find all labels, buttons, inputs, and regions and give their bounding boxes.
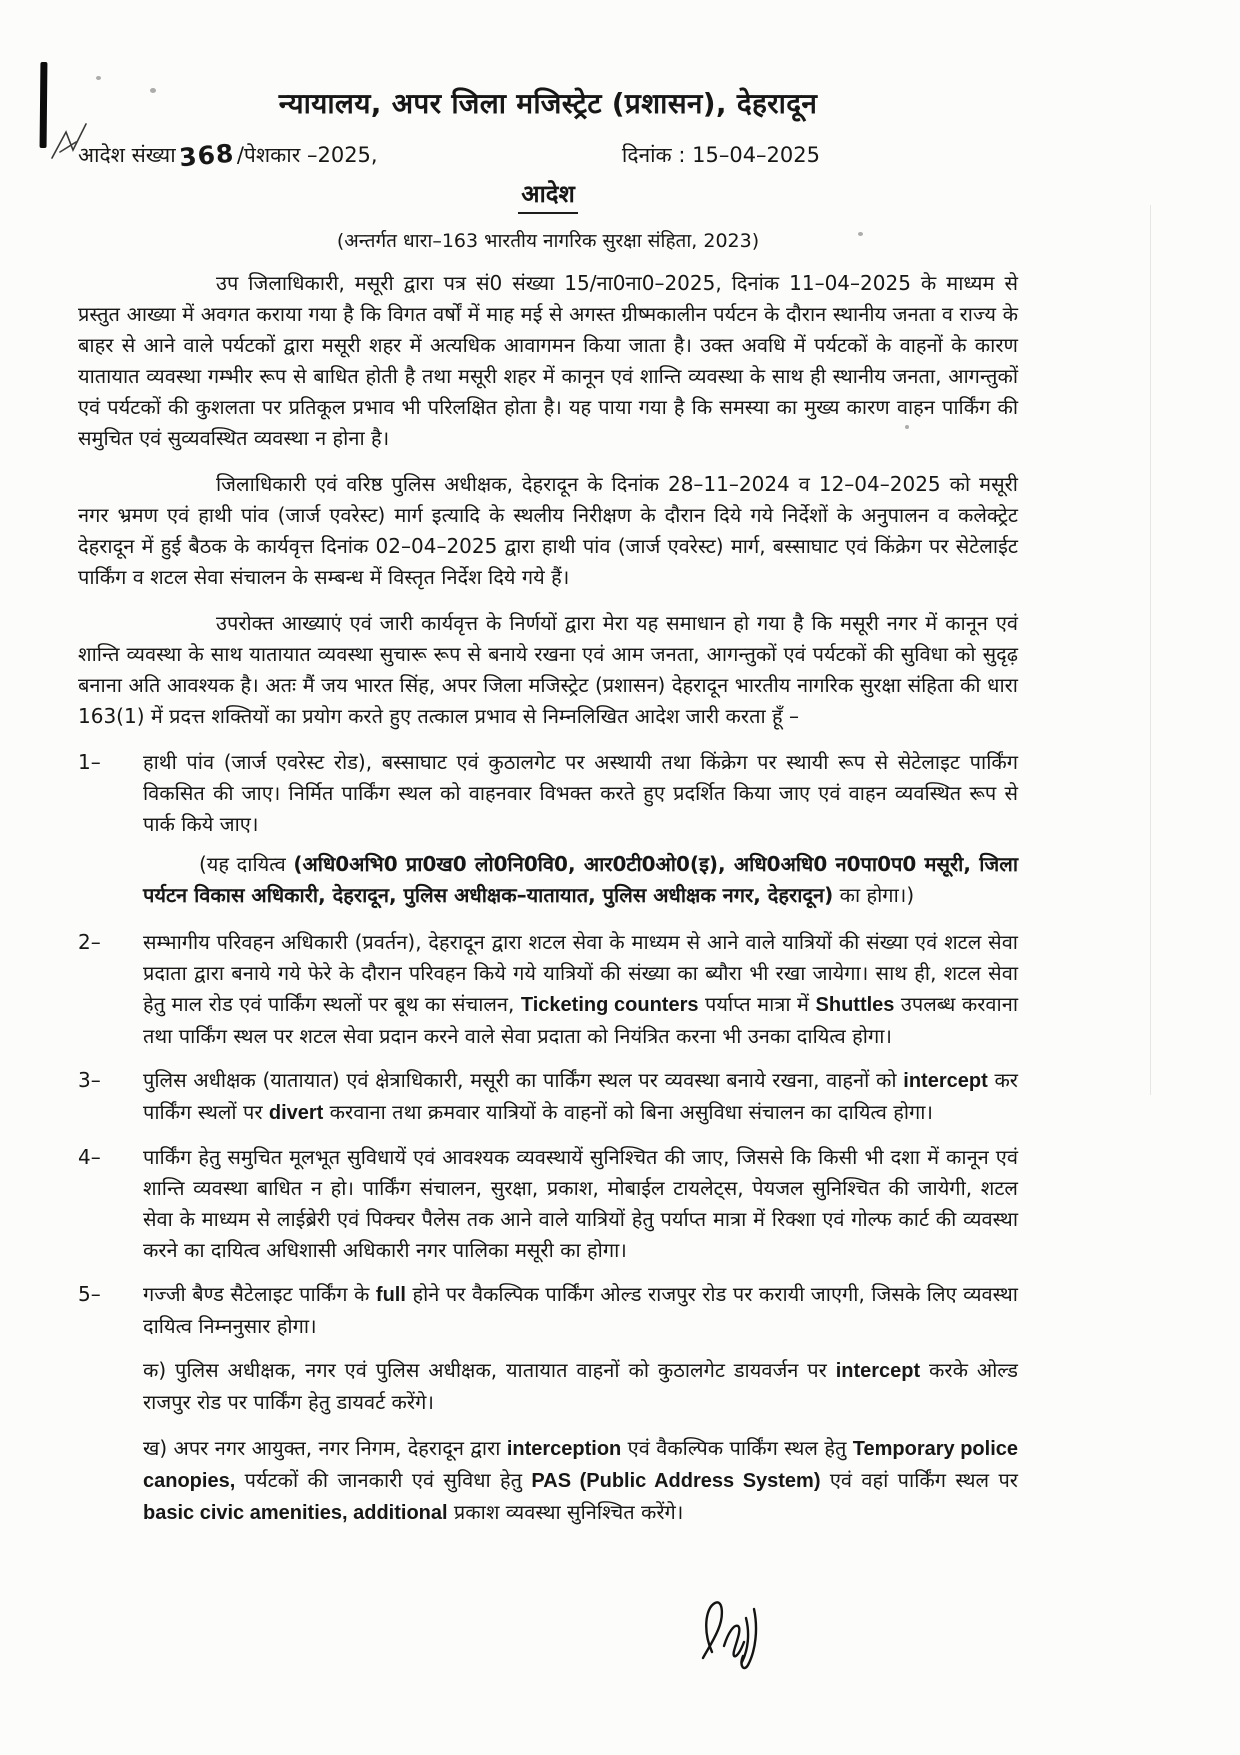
item-1-responsibility-note <box>143 849 1018 911</box>
text-run: कर पार्किंग स्थलों पर <box>143 1068 1018 1124</box>
signature-mark <box>688 1592 798 1677</box>
scan-crease-line <box>1150 205 1151 1095</box>
text-run: पार्किंग हेतु समुचित मूलभूत सुविधायें एवं आवश्यक व्यवस्थायें सुनिश्चित की जाए, जिससे कि किसी भी दशा में कानून एवं शान्ति व्यवस्था बाधित न हो। पार्किंग संचालन, सुरक्षा, प्रकाश, मोबाईल टायलेट्स, पेयजल सुनिश्चित की जायेगी, शटल सेवा के माध्यम से लाईब्रेरी एवं पिक्चर पैलेस तक आने वाले यात्रियों हेतु पर्याप्त मात्रा में रिक्शा एवं गोल्फ कार्ट की व्यवस्था करने का दायित्व अधिशासी अधिकारी नगर पालिका मसूरी का होगा। <box>143 1145 1018 1262</box>
order-body <box>78 268 1018 1529</box>
pen-scribble-icon <box>46 118 106 166</box>
order-item-1 <box>78 747 1018 840</box>
item-number: 1– <box>78 750 101 774</box>
text-run-latin: interception <box>506 1438 622 1460</box>
text-run: (यह दायित्व <box>199 852 294 876</box>
text-run: गज्जी बैण्ड सैटेलाइट पार्किंग के <box>143 1282 376 1306</box>
text-run: हाथी पांव (जार्ज एवरेस्ट रोड), बस्साघाट एवं कुठालगेट पर अस्थायी तथा किंक्रेग पर स्थायी रूप से सेटेलाइट पार्किंग विकसित की जाए। निर्मित पार्किंग स्थल को वाहनवार विभक्त करते हुए प्रदर्शित किया जाए एवं वाहन व्यवस्थित रूप से पार्क किये जाए। <box>143 750 1018 836</box>
order-heading: आदेश <box>518 177 578 214</box>
text-run-latin: Shuttles <box>815 994 895 1016</box>
text-run: सम्भागीय परिवहन अधिकारी (प्रवर्तन), देहरादून द्वारा शटल सेवा के माध्यम से आने वाले यात्रियों की संख्या एवं शटल सेवा प्रदाता द्वारा बनाये गये फेरे के दौरान परिवहन किये गये यात्रियों की संख्या का ब्यौरा भी रखा जायेगा। साथ ही, शटल सेवा हेतु माल रोड एवं पार्किंग स्थलों पर बूथ का संचालन, <box>143 930 1018 1016</box>
scan-speck <box>858 232 863 236</box>
subitem-kha <box>143 1433 1018 1529</box>
scan-speck <box>150 88 156 93</box>
text-run-latin: full <box>375 1284 406 1306</box>
text-run: करके ओल्ड राजपुर रोड पर पार्किंग हेतु डायवर्ट करेंगे। <box>143 1358 1019 1414</box>
order-number <box>78 138 378 173</box>
paragraph-2: जिलाधिकारी एवं वरिष्ठ पुलिस अधीक्षक, देहरादून के दिनांक 28–11–2024 व 12–04–2025 को मसूरी नगर भ्रमण एवं हाथी पांव (जार्ज एवरेस्ट) मार्ग इत्यादि के स्थलीय निरीक्षण के दौरान दिये गये निर्देशों के अनुपालन व कलेक्ट्रेट देहरादून में हुई बैठक के कार्यवृत्त दिनांक 02–04–2025 द्वारा हाथी पांव (जार्ज एवरेस्ट) मार्ग, बस्साघाट एवं किंक्रेग पर सेटेलाईट पार्किंग व शटल सेवा संचालन के सम्बन्ध में विस्तृत निर्देश दिये गये हैं। <box>78 472 1018 589</box>
text-run: का होगा।) <box>833 883 915 907</box>
text-run: होने पर वैकल्पिक पार्किंग ओल्ड राजपुर रोड पर करायी जाएगी, जिसके लिए व्यवस्था दायित्व निम्ननुसार होगा। <box>143 1282 1018 1338</box>
order-meta-row <box>78 138 1018 173</box>
item-number: 3– <box>78 1068 101 1092</box>
order-heading-wrap <box>78 177 1018 214</box>
text-run-latin: Ticketing counters <box>520 994 699 1016</box>
text-run: उपलब्ध करवाना तथा पार्किंग स्थल पर शटल सेवा प्रदान करने वाले सेवा प्रदाता को नियंत्रित करना भी उनका दायित्व होगा। <box>143 992 1018 1048</box>
order-item-3 <box>78 1065 1018 1129</box>
order-item-4 <box>78 1142 1018 1266</box>
order-number-suffix: /पेशकार –2025, <box>236 143 378 167</box>
text-run-latin: divert <box>268 1102 324 1124</box>
text-run-latin: PAS (Public Address System) <box>531 1470 821 1492</box>
item-text <box>143 927 1018 1052</box>
item-number: 2– <box>78 930 101 954</box>
subitem-ka <box>143 1355 1018 1418</box>
text-run-latin: intercept <box>835 1360 921 1382</box>
text-run: पुलिस अधीक्षक (यातायात) एवं क्षेत्राधिकारी, मसूरी का पार्किंग स्थल पर व्यवस्था बनाये रखना, वाहनों को <box>143 1068 904 1092</box>
paragraph-1: उप जिलाधिकारी, मसूरी द्वारा पत्र सं0 संख्या 15/ना0ना0–2025, दिनांक 11–04–2025 के माध्यम से प्रस्तुत आख्या में अवगत कराया गया है कि विगत वर्षों में माह मई से अगस्त ग्रीष्मकालीन पर्यटन के दौरान स्थानीय जनता व राज्य के बाहर से आने वाले पर्यटकों द्वारा मसूरी शहर में अत्यधिक आवागमन किया जाता है। उक्त अवधि में पर्यटकों के वाहनों के कारण यातायात व्यवस्था गम्भीर रूप से बाधित होती है तथा मसूरी शहर में कानून एवं शान्ति व्यवस्था के साथ ही स्थानीय जनता, आगन्तुकों एवं पर्यटकों की कुशलता पर प्रतिकूल प्रभाव भी परिलक्षित होता है। यह पाया गया है कि समस्या का मुख्य कारण वाहन पार्किंग की समुचित एवं सुव्यवस्थित व्यवस्था न होना है। <box>78 271 1018 450</box>
text-run: एवं वहां पार्किंग स्थल पर <box>820 1468 1018 1492</box>
text-run: पर्यटकों की जानकारी एवं सुविधा हेतु <box>235 1468 532 1492</box>
text-run-latin: intercept <box>903 1070 988 1092</box>
text-run: करवाना तथा क्रमवार यात्रियों के वाहनों को बिना असुविधा संचालन का दायित्व होगा। <box>323 1100 934 1124</box>
text-run-bold: (अधि0अभि0 प्रा0ख0 लो0नि0वि0, आर0टी0ओ0(इ), अधि0अधि0 न0पा0प0 मसूरी, जिला पर्यटन विकास अधिकारी, देहरादून, पुलिस अधीक्षक–यातायात, पुलिस अधीक्षक नगर, देहरादून) <box>143 852 1018 907</box>
text-run: क) पुलिस अधीक्षक, नगर एवं पुलिस अधीक्षक, यातायात वाहनों को कुठालगेट डायवर्जन पर <box>143 1358 836 1382</box>
order-number-prefix: आदेश संख्या <box>78 143 176 167</box>
court-title: न्यायालय, अपर जिला मजिस्ट्रेट (प्रशासन), देहरादून <box>278 87 818 120</box>
order-item-2 <box>78 927 1018 1052</box>
text-run-latin: basic civic amenities, additional <box>143 1502 448 1524</box>
scan-speck <box>96 76 101 80</box>
item-text <box>143 1142 1018 1266</box>
item-text <box>143 1065 1018 1129</box>
item-text <box>143 1279 1018 1342</box>
text-run: प्रकाश व्यवस्था सुनिश्चित करेंगे। <box>447 1500 684 1524</box>
item-number: 5– <box>78 1282 101 1306</box>
scan-speck <box>905 425 909 429</box>
handwritten-order-number: 368 <box>177 138 236 173</box>
item-text <box>143 747 1018 840</box>
order-date: दिनांक : 15–04–2025 <box>621 143 820 167</box>
text-run: पर्याप्त मात्रा में <box>698 992 816 1016</box>
text-run: ख) अपर नगर आयुक्त, नगर निगम, देहरादून द्वारा <box>143 1436 507 1460</box>
statute-reference: (अन्तर्गत धारा–163 भारतीय नागरिक सुरक्षा संहिता, 2023) <box>336 230 760 252</box>
order-item-5 <box>78 1279 1018 1342</box>
paragraph-3: उपरोक्त आख्याएं एवं जारी कार्यवृत्त के निर्णयों द्वारा मेरा यह समाधान हो गया है कि मसूरी नगर में कानून एवं शान्ति व्यवस्था के साथ यातायात व्यवस्था सुचारू रूप से बनाये रखना एवं आम जनता, आगन्तुकों एवं पर्यटकों की सुविधा को सुदृढ़ बनाना अति आवश्यक है। अतः मैं जय भारत सिंह, अपर जिला मजिस्ट्रेट (प्रशासन) देहरादून भारतीय नागरिक सुरक्षा संहिता की धारा 163(1) में प्रदत्त शक्तियों का प्रयोग करते हुए तत्काल प्रभाव से निम्नलिखित आदेश जारी करता हूँ – <box>78 611 1018 728</box>
item-number: 4– <box>78 1145 101 1169</box>
text-run: एवं वैकल्पिक पार्किंग स्थल हेतु <box>621 1436 853 1460</box>
text-run-latin: Temporary police canopies, <box>143 1438 1019 1492</box>
